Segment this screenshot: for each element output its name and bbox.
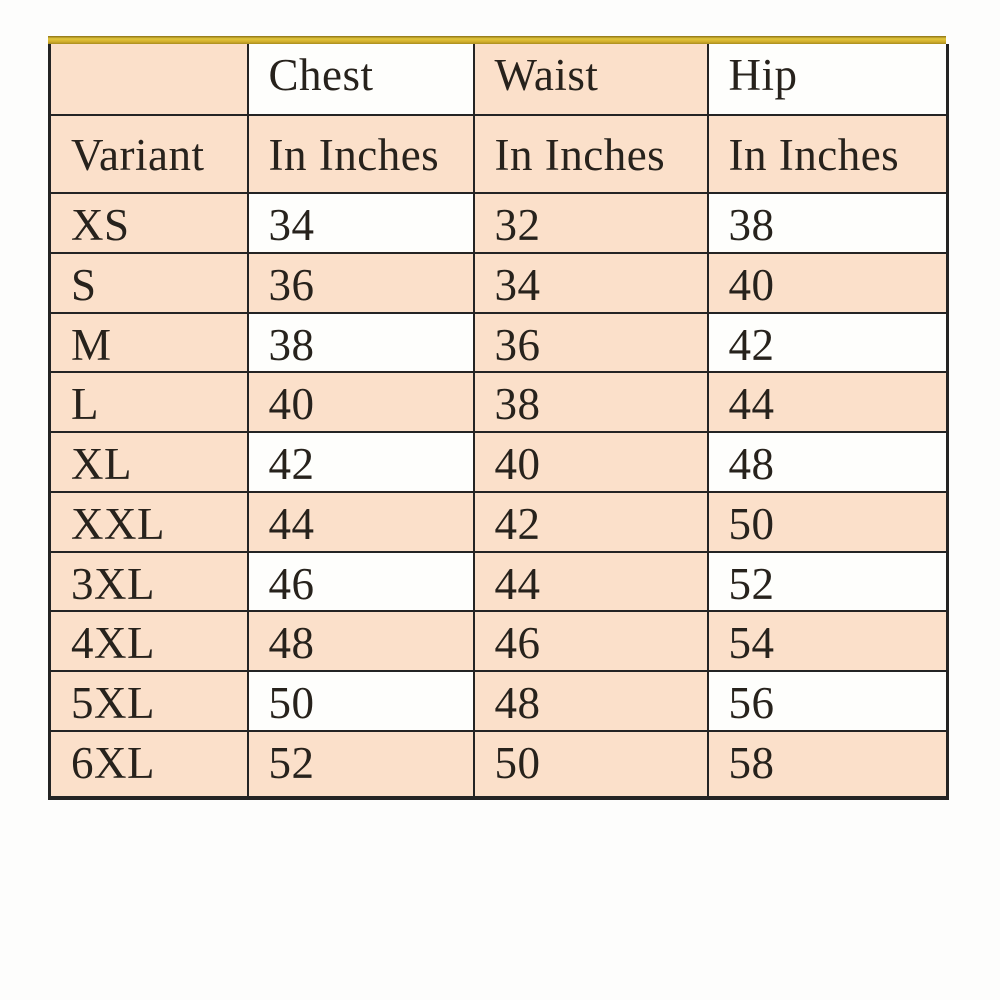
chest-value: 38 — [248, 313, 474, 373]
waist-value: 44 — [474, 552, 708, 612]
table-row-l — [50, 372, 948, 432]
variant-cell: XS — [50, 193, 248, 253]
chest-value: 52 — [248, 731, 474, 798]
waist-value: 34 — [474, 253, 708, 313]
size-chart-table — [48, 44, 949, 800]
chest-value: 42 — [248, 432, 474, 492]
hip-value: 56 — [708, 671, 948, 731]
chest-value: 46 — [248, 552, 474, 612]
header-row-measurements — [50, 44, 948, 115]
variant-cell: 4XL — [50, 611, 248, 671]
waist-value: 50 — [474, 731, 708, 798]
header-variant-cell: Variant — [50, 115, 248, 193]
chest-value: 36 — [248, 253, 474, 313]
header-hip-cell: Hip — [708, 44, 948, 115]
chest-value: 48 — [248, 611, 474, 671]
variant-cell: 5XL — [50, 671, 248, 731]
waist-value: 36 — [474, 313, 708, 373]
header-chest-units-cell: In Inches — [248, 115, 474, 193]
table-row-3xl — [50, 552, 948, 612]
waist-value: 42 — [474, 492, 708, 552]
table-row-xxl — [50, 492, 948, 552]
hip-value: 42 — [708, 313, 948, 373]
table-row-xs — [50, 193, 948, 253]
variant-cell: M — [50, 313, 248, 373]
header-waist-cell: Waist — [474, 44, 708, 115]
waist-value: 32 — [474, 193, 708, 253]
hip-value: 38 — [708, 193, 948, 253]
hip-value: 48 — [708, 432, 948, 492]
chest-value: 34 — [248, 193, 474, 253]
chest-value: 50 — [248, 671, 474, 731]
waist-value: 38 — [474, 372, 708, 432]
table-row-4xl — [50, 611, 948, 671]
hip-value: 54 — [708, 611, 948, 671]
variant-cell: XL — [50, 432, 248, 492]
table-row-m — [50, 313, 948, 373]
hip-value: 50 — [708, 492, 948, 552]
header-chest-cell: Chest — [248, 44, 474, 115]
hip-value: 52 — [708, 552, 948, 612]
variant-cell: S — [50, 253, 248, 313]
table-row-6xl — [50, 731, 948, 798]
size-chart — [48, 36, 946, 800]
waist-value: 40 — [474, 432, 708, 492]
header-row-units — [50, 115, 948, 193]
variant-cell: XXL — [50, 492, 248, 552]
header-waist-units-cell: In Inches — [474, 115, 708, 193]
variant-cell: L — [50, 372, 248, 432]
hip-value: 44 — [708, 372, 948, 432]
table-row-5xl — [50, 671, 948, 731]
hip-value: 58 — [708, 731, 948, 798]
variant-cell: 6XL — [50, 731, 248, 798]
hip-value: 40 — [708, 253, 948, 313]
header-blank-cell — [50, 44, 248, 115]
chest-value: 44 — [248, 492, 474, 552]
waist-value: 46 — [474, 611, 708, 671]
gold-top-accent-bar — [48, 36, 946, 44]
waist-value: 48 — [474, 671, 708, 731]
table-row-xl — [50, 432, 948, 492]
table-row-s — [50, 253, 948, 313]
header-hip-units-cell: In Inches — [708, 115, 948, 193]
variant-cell: 3XL — [50, 552, 248, 612]
chest-value: 40 — [248, 372, 474, 432]
